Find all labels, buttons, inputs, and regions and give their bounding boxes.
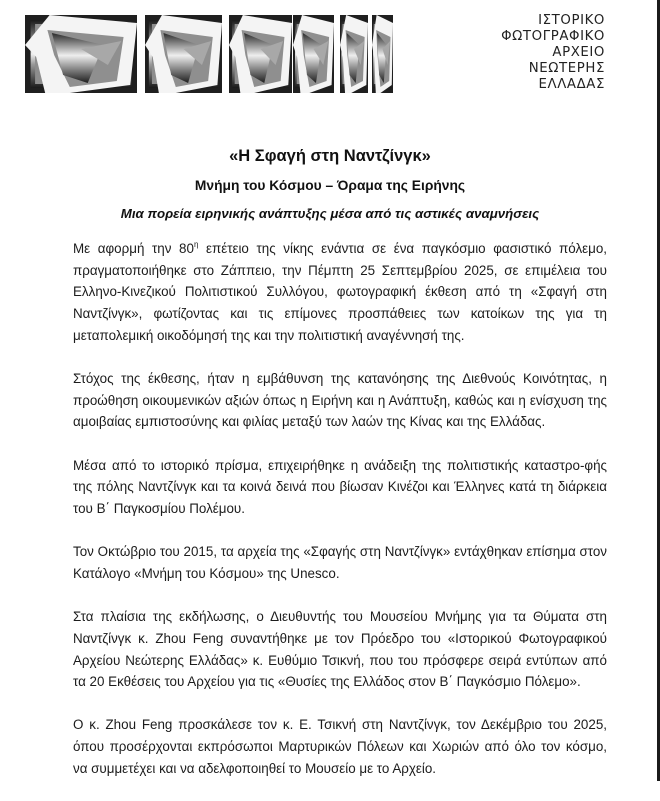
logo-tile bbox=[372, 15, 393, 93]
document-body bbox=[73, 238, 607, 801]
paragraph-anniversary bbox=[73, 238, 607, 347]
org-name-line: ΦΩΤΟΓΡΑΦΙΚΟ bbox=[501, 29, 605, 44]
org-name-line: ΑΡΧΕΙΟ bbox=[552, 45, 605, 60]
org-name-line: ΕΛΛΑΔΑΣ bbox=[538, 77, 605, 92]
logo-tile bbox=[25, 15, 137, 93]
logo-tile bbox=[340, 15, 368, 93]
logo-tile bbox=[145, 15, 222, 93]
ordinal-superscript: η bbox=[193, 240, 199, 249]
paragraph-history: Μέσα από το ιστορικό πρίσμα, επιχειρήθηκε η ανάδειξη της πολιτιστικής καταστρο-φής της πόλης Ναντζίνγκ και τα κοινά δεινά που βίωσαν Κινέζοι και Έλληνες κατά τη διάρκεια του Β΄ Παγκοσμίου Πολέμου. bbox=[73, 457, 607, 517]
paragraph-text: επέτειο της νίκης ενάντια σε ένα παγκόσμιο φασιστικό πόλεμο, πραγματοποιήθηκε στο Ζάππειο, την Πέμπτη 25 Σεπτεμβρίου 2025, σε επιμέλεια του Ελληνο-Κινεζικού Πολιτιστικού Συλλόγου, φωτογραφική έκθεση από τη «Σφαγή στη Ναντζίνγκ», φωτίζοντας και τις επίμονες προσπάθειες των κατοίκων της για τη μεταπολεμική οικοδόμησή της και την πολιτιστική αναγέννησή της. bbox=[73, 241, 607, 343]
document-tagline: Μια πορεία ειρηνικής ανάπτυξης μέσα από τις αστικές αναμνήσεις bbox=[120, 206, 540, 221]
paragraph-meeting: Στα πλαίσια της εκδήλωσης, ο Διευθυντής του Μουσείου Μνήμης για τα Θύματα στη Ναντζίνγκ κ. Zhou Feng συναντήθηκε με τον Πρόεδρο του «Ιστορικού Φωτογραφικού Αρχείου Νεώτερης Ελλάδας» κ. Ευθύμιο Τσικνή, που του πρόσφερε σειρά εντύπων από τα 20 Εκθέσεις του Αρχείου για τις «Θυσίες της Ελλάδος στον Β΄ Παγκόσμιο Πόλεμο». bbox=[73, 609, 607, 690]
paragraph-invitation: Ο κ. Zhou Feng προσκάλεσε τον κ. Ε. Τσικνή στη Ναντζίνγκ, τον Δεκέμβριο του 2025, όπου προσέρχονται εκπρόσωποι Μαρτυρικών Πόλεων και Χωριών από όλο τον κόσμο, να συμμετέχει και να αδελφοποιηθεί το Μουσείο με το Αρχείο. bbox=[73, 717, 607, 776]
logo-tile bbox=[293, 15, 334, 93]
paragraph-text: Με αφορμή την 80 bbox=[73, 241, 194, 256]
paragraph-goal: Στόχος της έκθεσης, ήταν η εμβάθυνση της κατανόησης της Διεθνούς Κοινότητας, η προώθηση οικουμενικών αξιών όπως η Ειρήνη και η Ανάπτυξη, καθώς και η ενίσχυση της αμοιβαίας εμπιστοσύνης και φιλίας μεταξύ των λαών της Κίνας και της Ελλάδας. bbox=[73, 371, 607, 430]
org-name-line: ΝΕΩΤΕΡΗΣ bbox=[528, 61, 605, 76]
archive-logo-icon bbox=[25, 15, 395, 93]
document-subtitle: Μνήμη του Κόσμου – Όραμα της Ειρήνης bbox=[194, 178, 466, 193]
organization-name bbox=[501, 13, 605, 93]
org-name-line: ΙΣΤΟΡΙΚΟ bbox=[538, 13, 605, 28]
logo-tile bbox=[229, 15, 292, 93]
paragraph-unesco: Τον Οκτώβριο του 2015, τα αρχεία της «Σφαγής στη Ναντζίνγκ» εντάχθηκαν επίσημα στον Κατάλογο «Μνήμη του Κόσμου» της Unesco. bbox=[73, 544, 607, 581]
document-title: «Η Σφαγή στη Ναντζίνγκ» bbox=[229, 147, 431, 165]
